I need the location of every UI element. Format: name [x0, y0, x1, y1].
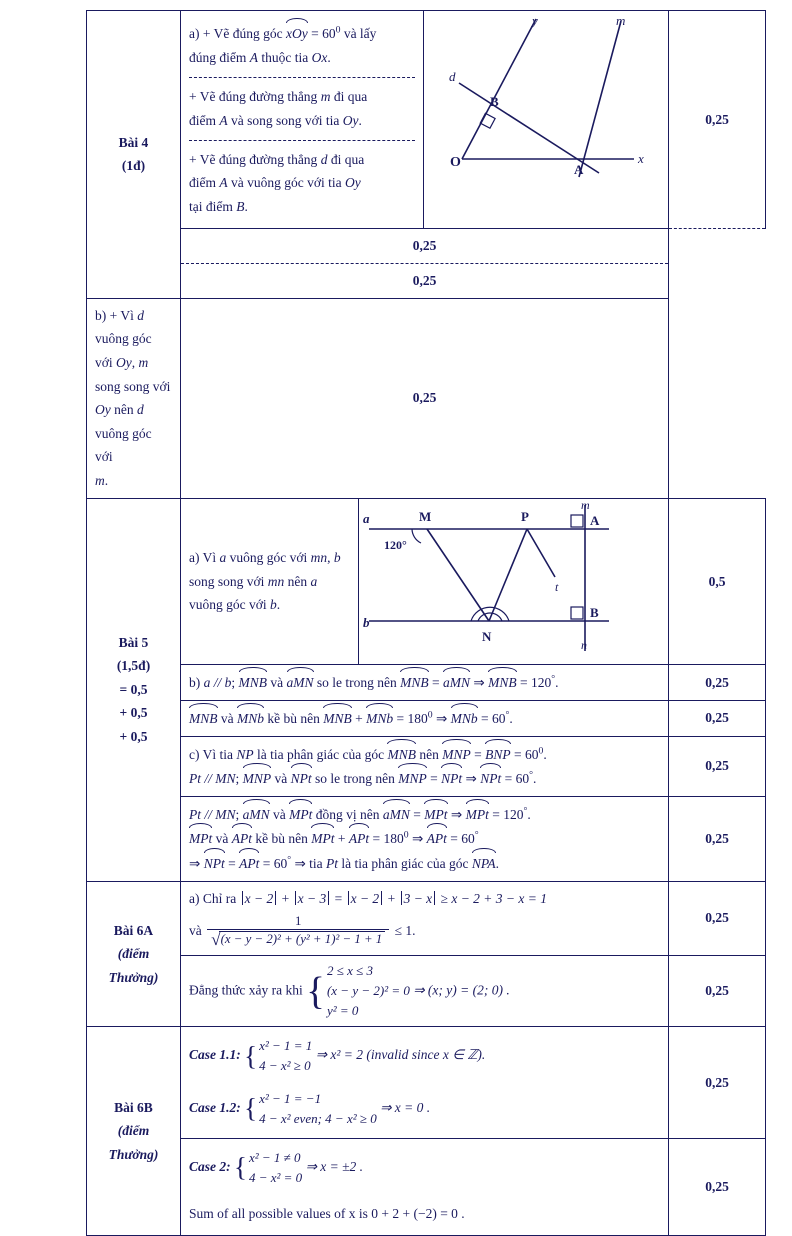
- bai6b-case1: [181, 1027, 669, 1139]
- b5-c2-t2: đồng vị nên: [315, 806, 380, 822]
- b4-b-Oy: Oy: [116, 354, 132, 370]
- b5-c1-line2: Pt // MN; MNP và NPt so le trong nên MNP = NPt ⇒ NPt = 60°.: [189, 766, 660, 791]
- bai5-part-b2: MNB và MNb kề bù nên MNB + MNb = $180^0$ ⇒ MNb = 60°.: [181, 700, 669, 736]
- table-row: [87, 264, 766, 299]
- label-B: B: [590, 604, 599, 620]
- score-b5-a: 0,5: [669, 498, 766, 665]
- b5-c2-MPt4: MPt: [189, 826, 212, 851]
- bai6b-l3: Thưởng): [108, 1146, 159, 1162]
- b5-a-mn2: mn: [267, 573, 285, 589]
- table-row: [87, 955, 766, 1026]
- b4-b-d2: d: [137, 402, 144, 418]
- b5-c1-NPt2: NPt: [441, 766, 462, 791]
- b4-b-t6: vuông góc với: [95, 425, 152, 465]
- b4-d-t4: và vuông góc với tia: [231, 175, 342, 191]
- b5-a-a2: a: [310, 573, 318, 589]
- b4-m-t2: đi qua: [333, 89, 368, 105]
- b6a-den-expr: (x − y − 2)² + (y² + 1)² − 1 + 1: [219, 931, 386, 947]
- b5-c2-val: = 120: [492, 806, 524, 822]
- bai6a-l2: (điểm: [117, 946, 150, 962]
- score-b6a-1: 0,25: [669, 881, 766, 955]
- b6a-num: 1: [207, 914, 389, 930]
- left-brace: {: [234, 1152, 247, 1183]
- b6a2-l1: 2 ≤ x ≤ 3: [326, 962, 373, 978]
- bai5-l3: = 0,5: [119, 681, 148, 697]
- b5-c2-MPt3: MPt: [466, 802, 489, 827]
- angle-xoy-diagram: [424, 11, 668, 228]
- b5-c1-eq: =: [474, 746, 482, 762]
- b5-c2-semi: ;: [235, 806, 240, 822]
- label-b: b: [363, 614, 370, 630]
- b4-m-t3: điểm: [189, 112, 216, 128]
- case2-result: ⇒ x = ±2 .: [305, 1159, 364, 1175]
- case12-l2: 4 − x² even; 4 − x² ≥ 0: [259, 1110, 377, 1126]
- b5-c1-t5: so le trong nên: [315, 771, 395, 787]
- b6a-line2: [189, 914, 660, 950]
- b5-c1-MNB: MNB: [387, 742, 416, 767]
- left-brace: {: [306, 969, 325, 1013]
- score-b6a-2: 0,25: [669, 955, 766, 1026]
- b4-b-t2: vuông góc với: [95, 331, 152, 370]
- bai4-steps: [181, 11, 424, 228]
- b4-d-t2: đi qua: [330, 151, 365, 167]
- b5-b2-MNb2: MNb: [366, 706, 393, 731]
- b5-c2-plus: +: [337, 831, 346, 847]
- b5-c2-imp: ⇒: [450, 806, 463, 822]
- b5-c2-APt3: APt: [427, 826, 447, 851]
- b4-a-t5: thuộc tia: [261, 49, 309, 65]
- case2-l2: 4 − x² = 0: [248, 1170, 303, 1186]
- b6a-t1: a) Chỉ ra: [189, 890, 237, 906]
- case12-l1: x² − 1 = −1: [259, 1090, 322, 1106]
- b5-c1-t3: nên: [419, 746, 439, 762]
- b4-a-t6: .: [327, 49, 331, 65]
- bai4-title: Bài 4: [118, 134, 149, 150]
- table-row: [87, 11, 766, 229]
- table-row: [87, 498, 766, 665]
- label-t: t: [555, 579, 559, 594]
- b4-b-m2: m: [95, 473, 105, 488]
- b4-d-Oy: Oy: [345, 175, 361, 191]
- b5-b1-MNB2: MNB: [400, 670, 429, 695]
- bai5-content-a: [181, 498, 669, 665]
- b4-d-t3: điểm: [189, 175, 216, 191]
- score-b4-b: 0,25: [181, 298, 669, 498]
- b5-c2-line3: ⇒ NPt = APt = 60° ⇒ tia Pt là tia phân giác của góc NPA.: [189, 851, 660, 876]
- b6a-eq: =: [334, 890, 343, 906]
- b6a-e4: 3 − x: [403, 890, 433, 906]
- b4-a-t3: và lấy: [343, 26, 377, 41]
- table-row: [87, 796, 766, 881]
- b4-m-t1: + Vẽ đúng đường thẳng: [189, 89, 318, 105]
- b5-b1-t3: và: [270, 675, 284, 691]
- label-m: m: [581, 498, 590, 512]
- label-120: 120°: [384, 537, 407, 552]
- label-m: m: [616, 13, 626, 28]
- row-label-bai6a: [87, 881, 181, 1027]
- b5-c2-val2: = 180: [372, 831, 404, 847]
- b5-c1-line1: c) Vì tia NP là tia phân giác của góc MNB nên MNP = BNP = $60^0$.: [189, 742, 660, 767]
- bai4-step-d: [189, 141, 415, 223]
- bai6a-part-b: [181, 955, 669, 1026]
- b5-c1-imp: ⇒: [465, 771, 477, 787]
- b5-c1-BNP: BNP: [485, 742, 511, 767]
- score-b5-b2: 0,25: [669, 700, 766, 736]
- b5-b1-aMN: aMN: [287, 670, 314, 695]
- b4-a-t4: đúng điểm: [189, 49, 247, 65]
- score-b6b-2: 0,25: [669, 1138, 766, 1235]
- b4-m-Oy: Oy: [342, 112, 359, 128]
- b5-c2-val3: = 60: [450, 831, 475, 847]
- sum-of-values: Sum of all possible values of x is 0 + 2 + (−2) = 0 .: [189, 1206, 465, 1222]
- label-M: M: [419, 508, 432, 524]
- b4-m-t5: .: [358, 112, 362, 128]
- label-a: a: [363, 510, 370, 526]
- b6a2-r: ⇒ (x; y) = (2; 0) .: [413, 982, 510, 998]
- grading-rubric-page: [86, 10, 732, 1236]
- b5-c1-MNP: MNP: [442, 742, 471, 767]
- b4-m-A: A: [219, 112, 228, 128]
- b5-c2-eq2: =: [228, 856, 236, 871]
- b5-c1-val2: = 60: [504, 771, 530, 787]
- b5-c2-t5: ⇒ tia: [294, 856, 323, 871]
- case2-l1: x² − 1 ≠ 0: [248, 1149, 301, 1165]
- rubric-table: [86, 10, 766, 1236]
- b5-c2-t6: là tia phân giác của góc: [341, 856, 469, 871]
- b5-b2-MNB2: MNB: [323, 706, 352, 731]
- b5-a-a: a: [219, 550, 227, 565]
- b5-b1-t4: so le trong nên: [316, 675, 397, 691]
- label-P: P: [521, 508, 529, 524]
- b6b-sum-line: [189, 1192, 660, 1230]
- bai4-points: (1đ): [121, 158, 146, 174]
- case11-l2: 4 − x² ≥ 0: [259, 1058, 311, 1074]
- bai5-part-b1: b) a // b; MNB và aMN so le trong nên MNB = aMN ⇒ MNB = 120°.: [181, 665, 669, 701]
- bai6a-part-a: [181, 881, 669, 955]
- table-row: [87, 665, 766, 701]
- b4-b-t4: song song với: [95, 378, 171, 394]
- b4-b-d: d: [137, 307, 144, 323]
- b5-c1-val: = 60: [513, 746, 539, 762]
- b6b-case2: [189, 1144, 660, 1192]
- b5-a-t4: song song với: [189, 573, 265, 589]
- table-row: [87, 1027, 766, 1139]
- score-b5-c2: 0,25: [669, 796, 766, 881]
- case2-brace-group: [234, 1148, 302, 1188]
- left-brace: {: [244, 1040, 258, 1071]
- b4-b-t1: b) + Vì: [95, 307, 134, 323]
- bai5-title: Bài 5: [118, 634, 149, 650]
- case12-brace-group: [244, 1089, 377, 1129]
- b5-b1-t2: ;: [231, 675, 236, 691]
- b5-c1-NPt: NPt: [291, 766, 312, 791]
- b4-d-A: A: [219, 175, 228, 191]
- score-b4-d: 0,25: [181, 264, 669, 299]
- b5-b1-val: = 120: [519, 675, 552, 691]
- b4-d-B: B: [236, 198, 245, 214]
- b4-b-t5: nên: [114, 402, 134, 418]
- b6a2-l2: (x − y − 2)² = 0: [326, 983, 410, 999]
- b5-c2-NPA: NPA: [472, 851, 496, 876]
- bai5-l5: + 0,5: [119, 729, 148, 745]
- b5-b2-t1: và: [220, 710, 234, 726]
- b5-c1-NPt3: NPt: [480, 766, 501, 791]
- score-b6b-1: 0,25: [669, 1027, 766, 1139]
- b5-a-t5: nên: [287, 573, 308, 589]
- case-1-1-label: Case 1.1:: [189, 1047, 241, 1063]
- case12-result: ⇒ x = 0 .: [380, 1099, 431, 1115]
- b4-a-t1: a) + Vẽ đúng góc: [189, 26, 283, 41]
- bai5-step-a: [181, 499, 359, 665]
- b4-b-t7: .: [104, 473, 109, 488]
- b5-b2-imp: ⇒: [435, 710, 448, 726]
- bai4-content: [181, 11, 669, 229]
- b5-b1-t1: b): [189, 675, 201, 691]
- case-1-2-label: Case 1.2:: [189, 1099, 241, 1115]
- b4-a-t2: = 60: [311, 26, 336, 41]
- b6b-case11: [189, 1032, 660, 1080]
- b6a-le: ≤ 1.: [394, 923, 416, 939]
- bai4-part-b: [87, 298, 181, 498]
- bai4-step-m: [189, 78, 415, 140]
- b5-c2-dot2: .: [495, 856, 499, 871]
- b5-c2-MPt: MPt: [289, 802, 312, 827]
- b5-c2-imp3: ⇒: [189, 856, 201, 871]
- table-row: [87, 298, 766, 498]
- b5-b2-val: = 180: [396, 710, 428, 726]
- b6a2-t1: Đẳng thức xảy ra khi: [189, 982, 303, 998]
- b6a-ge: ≥ x − 2 + 3 − x = 1: [440, 890, 548, 906]
- b5-c1-dot: .: [543, 746, 547, 762]
- b5-b1-aMN2: aMN: [443, 670, 470, 695]
- label-O: O: [450, 155, 461, 170]
- b5-b2-val2: = 60: [481, 710, 506, 726]
- b5-c2-aMN: aMN: [243, 802, 270, 827]
- label-A: A: [590, 512, 600, 528]
- b5-b2-MNB: MNB: [189, 706, 218, 731]
- bai6a-l3: Thưởng): [108, 969, 159, 985]
- b6a-line1: [189, 887, 660, 911]
- b5-a-t7: .: [276, 597, 281, 613]
- b5-c1-ptmn: Pt // MN: [189, 771, 236, 787]
- row-label-bai6b: [87, 1027, 181, 1236]
- b5-a-t1: a) Vì: [189, 550, 217, 565]
- b4-b-Oy2: Oy: [95, 402, 111, 418]
- bai5-l4: + 0,5: [119, 705, 148, 721]
- b5-b1-dot: .: [555, 675, 559, 691]
- bai6b-case2: [181, 1138, 669, 1235]
- row-label-bai5: [87, 498, 181, 881]
- b5-c1-t1: c) Vì tia: [189, 746, 233, 762]
- case11-l1: x² − 1 = 1: [259, 1038, 313, 1054]
- b5-b2-plus: +: [355, 710, 363, 726]
- label-y: y: [532, 13, 538, 28]
- label-N: N: [482, 628, 492, 644]
- b6b-case12: [189, 1081, 660, 1133]
- b4-d-t5: tại điểm: [189, 198, 233, 214]
- table-row: [87, 229, 766, 264]
- b4-a-Ox: Ox: [311, 49, 328, 65]
- b5-c1-t2: là tia phân giác của góc: [257, 746, 385, 762]
- b5-c2-MPt5: MPt: [311, 826, 334, 851]
- b5-c2-t3: và: [215, 831, 229, 847]
- case11-result: ⇒ x² = 2 (invalid since x ∈ ℤ).: [315, 1047, 486, 1063]
- b4-m-m: m: [320, 89, 331, 105]
- b5-a-mn: mn: [310, 550, 328, 565]
- parallel-lines-mnb-diagram: [359, 499, 668, 665]
- label-x: x: [638, 151, 644, 166]
- b5-b1-MNB3: MNB: [488, 670, 517, 695]
- b5-c2-eq: =: [413, 806, 421, 822]
- table-row: [87, 1138, 766, 1235]
- b5-c2-Pt: Pt: [326, 856, 339, 871]
- b5-c2-dot: .: [527, 806, 531, 822]
- bai5-part-c1: [181, 736, 669, 796]
- score-b5-b1: 0,25: [669, 665, 766, 701]
- bai6b-title: Bài 6B: [114, 1099, 153, 1115]
- b5-b2-dot: .: [509, 710, 513, 726]
- label-B: B: [490, 94, 499, 109]
- b4-d-d: d: [320, 151, 328, 167]
- b6a2-l3: y² = 0: [326, 1003, 359, 1019]
- b5-c1-t4: và: [274, 771, 288, 787]
- score-b4-a: 0,25: [669, 11, 766, 229]
- b5-b2-MNb3: MNb: [451, 706, 478, 731]
- label-A: A: [574, 162, 584, 177]
- b4-b-m: m: [138, 354, 149, 370]
- b6a-e2: x − 3: [297, 890, 327, 906]
- b5-b2-MNb: MNb: [237, 706, 264, 731]
- b5-c1-MNP2: MNP: [243, 766, 272, 791]
- b5-c1-dot2: .: [533, 771, 537, 787]
- row-label-bai4: [87, 11, 181, 299]
- angle-xoy-label: xOy: [286, 21, 308, 46]
- b5-c2-val4: = 60: [262, 856, 288, 871]
- b6a-e1: x − 2: [244, 890, 274, 906]
- table-row: [87, 881, 766, 955]
- b5-a-t6: vuông góc với: [189, 597, 267, 613]
- bai4-step-a: a) + Vẽ đúng góc xOy = $60^0$ và lấy đúng điểm A thuộc tia Ox.: [189, 17, 415, 78]
- b4-a-A: A: [249, 49, 258, 65]
- b5-c1-MNP3: MNP: [398, 766, 427, 791]
- bai5-part-c2: [181, 796, 669, 881]
- score-b4-m: 0,25: [181, 229, 669, 264]
- b5-c2-t4: kề bù nên: [255, 831, 308, 847]
- b6a2-brace-group: [306, 961, 410, 1021]
- b5-c2-line2: MPt và APt kề bù nên MPt + APt = $180^0$ ⇒ APt = 60°: [189, 826, 660, 851]
- b5-b2-t2: kề bù nên: [267, 710, 320, 726]
- table-row: [87, 700, 766, 736]
- b6a-and: và: [189, 923, 202, 939]
- b5-c2-MPt2: MPt: [424, 802, 447, 827]
- b5-c2-APt: APt: [232, 826, 252, 851]
- b5-c1-semi: ;: [235, 771, 240, 787]
- b6a-e3: x − 2: [350, 890, 380, 906]
- label-n: n: [581, 637, 587, 652]
- b5-c2-imp2: ⇒: [411, 831, 424, 847]
- b5-a-b: b: [333, 550, 341, 565]
- table-row: [87, 736, 766, 796]
- b5-c2-aMN2: aMN: [383, 802, 410, 827]
- b5-b1-eq: =: [432, 675, 440, 691]
- b5-a-t2: vuông góc với: [229, 550, 308, 565]
- left-brace: {: [244, 1092, 258, 1123]
- b4-b-t3: ,: [131, 354, 136, 370]
- b5-c2-line1: Pt // MN; aMN và MPt đồng vị nên aMN = MPt ⇒ MPt = 120°.: [189, 802, 660, 827]
- b5-b1-MNB: MNB: [239, 670, 268, 695]
- b6a-den: √(x − y − 2)² + (y² + 1)² − 1 + 1: [207, 930, 389, 950]
- bai6b-l2: (điểm: [117, 1123, 150, 1139]
- b4-m-t4: và song song với tia: [231, 112, 340, 128]
- b5-c2-ptmn: Pt // MN: [189, 806, 236, 822]
- b5-c1-NP: NP: [236, 746, 254, 762]
- b5-a-b2: b: [270, 597, 277, 613]
- b6a-fraction: [207, 914, 389, 950]
- score-b5-c1: 0,25: [669, 736, 766, 796]
- b5-b1-imp: ⇒: [473, 675, 485, 691]
- b6a-p1: +: [281, 890, 290, 906]
- label-d: d: [449, 69, 456, 84]
- b5-c1-eq2: =: [430, 771, 438, 787]
- b4-d-t6: .: [244, 198, 248, 214]
- case-2-label: Case 2:: [189, 1159, 231, 1175]
- b6a-p2: +: [387, 890, 396, 906]
- b5-c2-NPt: NPt: [204, 851, 225, 876]
- b5-c2-APt4: APt: [239, 851, 259, 876]
- bai6a-title: Bài 6A: [113, 922, 154, 938]
- b4-d-t1: + Vẽ đúng đường thẳng: [189, 151, 318, 167]
- b5-b1-ab: a // b: [203, 675, 232, 691]
- b5-c2-t1: và: [273, 806, 286, 822]
- b5-a-t3: ,: [327, 550, 331, 565]
- b5-c2-APt2: APt: [349, 826, 369, 851]
- bai5-points: (1,5đ): [116, 658, 151, 674]
- case11-brace-group: [244, 1036, 312, 1076]
